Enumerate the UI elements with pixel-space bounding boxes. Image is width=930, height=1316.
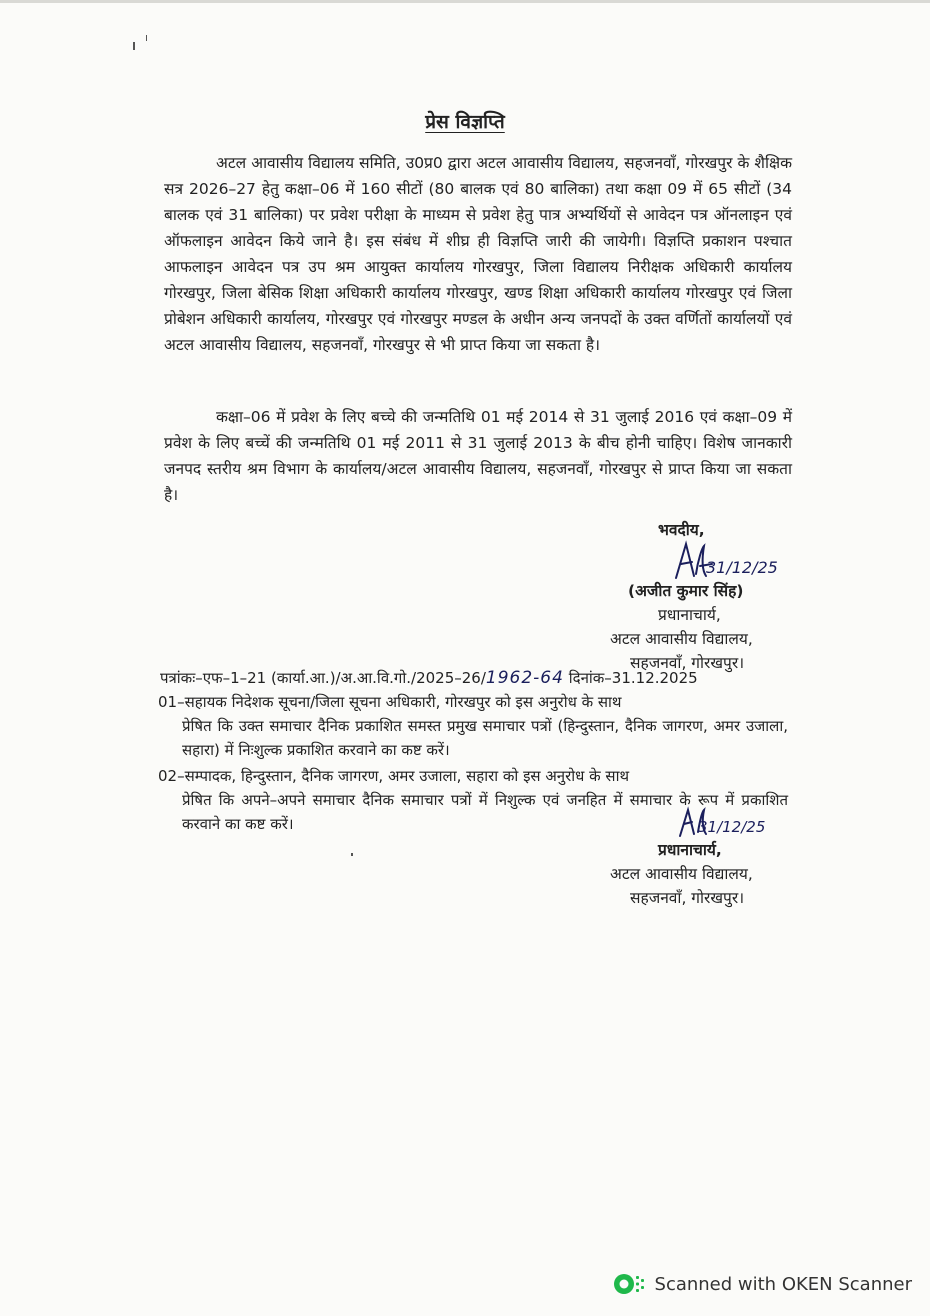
scan-speck [133, 42, 135, 50]
scanner-watermark [613, 1272, 912, 1296]
document-heading [0, 108, 930, 134]
body-paragraph-2: कक्षा–06 में प्रवेश के लिए बच्चे की जन्मतिथि 01 मई 2014 से 31 जुलाई 2016 एवं कक्षा–09 में प्रवेश के लिए बच्चें की जन्मतिथि 01 मई 2011 से 31 जुलाई 2013 के बीच होनी चाहिए। विशेष जानकारी जनपद स्तरीय श्रम विभाग के कार्यालय/अटल आवासीय विद्यालय, सहजनवाँ, गोरखपुर से प्राप्त किया जा सकता है। [164, 408, 792, 504]
scanner-watermark-text: Scanned with OKEN Scanner [654, 1273, 912, 1295]
scanner-logo-icon [613, 1272, 645, 1296]
body-paragraph-1: अटल आवासीय विद्यालय समिति, उ0प्र0 द्वारा अटल आवासीय विद्यालय, सहजनवाँ, गोरखपुर के शैक्षिक सत्र 2026–27 हेतु कक्षा–06 में 160 सीटों (80 बालक एवं 80 बालिका) तथा कक्षा 09 में 65 सीटों (34 बालक एवं 31 बालिका) पर प्रवेश परीक्षा के माध्यम से प्रवेश हेतु पात्र अभ्यर्थियों से आवेदन पत्र ऑनलाइन एवं ऑफलाइन आवेदन किये जाने है। इस संबंध में शीघ्र ही विज्ञप्ति जारी की जायेगी। विज्ञप्ति प्रकाशन पश्चात आफलाइन आवेदन पत्र उप श्रम आयुक्त कार्यालय गोरखपुर, जिला विद्यालय निरीक्षक अधिकारी कार्यालय गोरखपुर, जिला बेसिक शिक्षा अधिकारी कार्यालय गोरखपुर, खण्ड शिक्षा अधिकारी कार्यालय गोरखपुर एवं जिला प्रोबेशन अधिकारी कार्यालय, गोरखपुर एवं गोरखपुर मण्डल के अधीन अन्य जनपदों के उक्त वर्णितों कार्यालयों एवं अटल आवासीय विद्यालय, सहजनवाँ, गोरखपुर से भी प्राप्त किया जा सकता है। [164, 154, 792, 354]
school-location: सहजनवाँ, गोरखपुर। [630, 654, 745, 672]
copy1-rest: प्रेषित कि उक्त समाचार दैनिक प्रकाशित समस्त प्रमुख समाचार पत्रों (हिन्दुस्तान, दैनिक जागरण, अमर उजाला, सहारा) में निःशुल्क प्रकाशित करवाने का कष्ट करें। [182, 717, 788, 759]
reference-prefix: पत्रांकः–एफ–1–21 (कार्या.आ.)/अ.आ.वि.गो./2025–26/ [160, 669, 486, 687]
signatory-name: (अजीत कुमार सिंह) [628, 582, 744, 600]
signatory-title: प्रधानाचार्य, [658, 606, 721, 624]
closing-salutation: भवदीय, [658, 521, 705, 539]
signature-2-date: 31/12/25 [698, 818, 766, 836]
signature-1-date: 31/12/25 [706, 558, 778, 577]
school-name: अटल आवासीय विद्यालय, [610, 630, 753, 648]
school-2-location: सहजनवाँ, गोरखपुर। [630, 889, 745, 907]
heading-text: प्रेस विज्ञप्ति [425, 111, 505, 133]
reference-line [160, 668, 790, 688]
scan-speck [146, 35, 147, 41]
copy2-rest: प्रेषित कि अपने–अपने समाचार दैनिक समाचार पत्रों में निशुल्क एवं जनहित में समाचार के रूप में प्रकाशित करवाने का कष्ट करें। [182, 791, 788, 833]
copy1-lead: 01–सहायक निदेशक सूचना/जिला सूचना अधिकारी, गोरखपुर को इस अनुरोध के साथ [158, 693, 622, 711]
scan-speck [351, 853, 353, 856]
reference-date: दिनांक–31.12.2025 [568, 669, 698, 687]
reference-number: 1962-64 [485, 668, 564, 688]
school-2-name: अटल आवासीय विद्यालय, [610, 865, 753, 883]
scan-top-edge [0, 0, 930, 3]
signatory-2-title: प्रधानाचार्य, [658, 841, 722, 859]
copy2-lead: 02–सम्पादक, हिन्दुस्तान, दैनिक जागरण, अमर उजाला, सहारा को इस अनुरोध के साथ [158, 767, 630, 785]
copy-recipient-1 [158, 690, 788, 762]
